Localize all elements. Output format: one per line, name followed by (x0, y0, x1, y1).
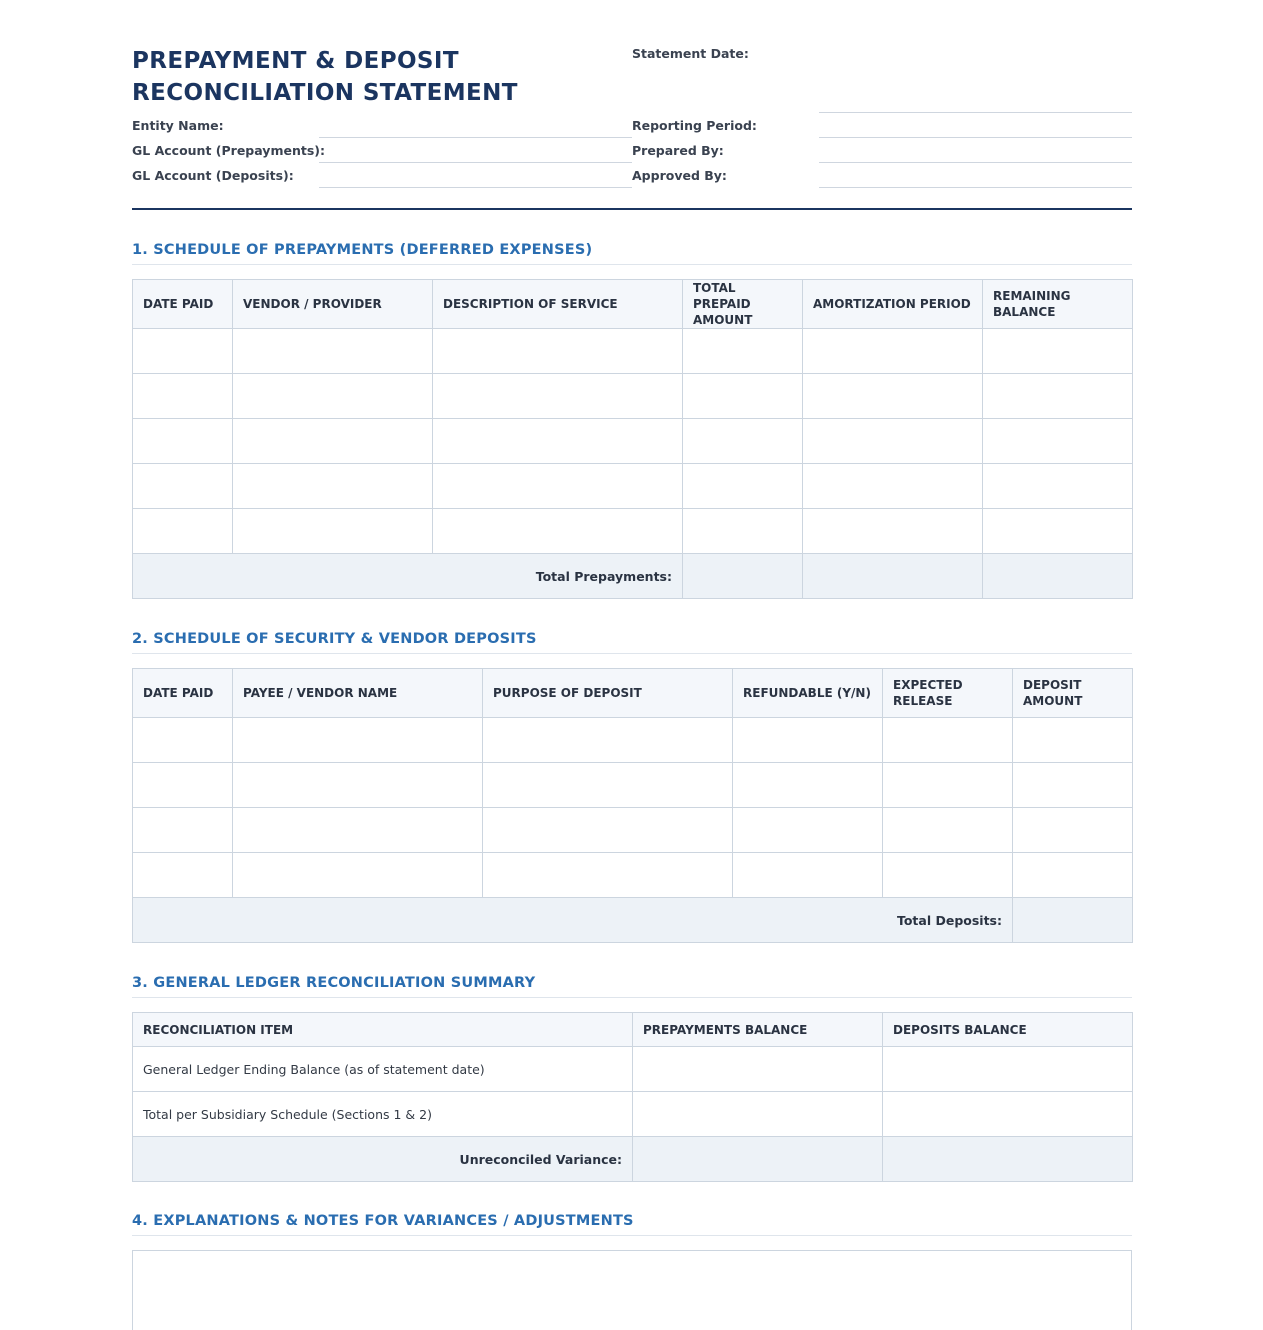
table-row (133, 718, 1133, 763)
table-cell[interactable] (683, 374, 803, 419)
total-prepaid-amount-cell[interactable] (683, 554, 803, 599)
table-cell[interactable] (983, 464, 1133, 509)
column-header: AMORTIZATION PERIOD (803, 280, 983, 329)
table-cell[interactable] (133, 329, 233, 374)
gl-prepayments-field[interactable] (319, 162, 632, 163)
table-cell[interactable] (433, 374, 683, 419)
prepared-by-label: Prepared By: (632, 143, 724, 158)
title-line-2: RECONCILIATION STATEMENT (132, 80, 518, 106)
gl-deposits-field[interactable] (319, 187, 632, 188)
statement-date-label: Statement Date: (632, 46, 749, 61)
column-header: PAYEE / VENDOR NAME (233, 669, 483, 718)
table-row (133, 419, 1133, 464)
table-cell[interactable] (983, 329, 1133, 374)
unreconciled-variance-label: Unreconciled Variance: (133, 1137, 633, 1182)
table-cell[interactable] (233, 509, 433, 554)
section-3-title: 3. GENERAL LEDGER RECONCILIATION SUMMARY (132, 975, 1132, 998)
statement-date-field[interactable] (819, 112, 1132, 113)
deposits-table (132, 668, 1133, 943)
table-cell[interactable] (133, 808, 233, 853)
table-cell[interactable] (803, 374, 983, 419)
table-cell[interactable] (133, 763, 233, 808)
column-header: DEPOSIT AMOUNT (1013, 669, 1133, 718)
table-cell[interactable] (133, 718, 233, 763)
table-cell[interactable] (683, 509, 803, 554)
approved-by-label: Approved By: (632, 168, 727, 183)
total-row (133, 1137, 1133, 1182)
table-cell[interactable] (883, 853, 1013, 898)
column-header: DATE PAID (133, 669, 233, 718)
total-row (133, 898, 1133, 943)
column-header: REMAINING BALANCE (983, 280, 1133, 329)
table-cell[interactable] (883, 1092, 1133, 1137)
page-title (132, 45, 612, 109)
table-row (133, 1092, 1133, 1137)
column-header: PURPOSE OF DEPOSIT (483, 669, 733, 718)
table-cell[interactable] (233, 374, 433, 419)
total-prepayments-label: Total Prepayments: (133, 554, 683, 599)
table-cell[interactable] (803, 419, 983, 464)
table-cell[interactable] (133, 464, 233, 509)
table-cell[interactable] (233, 808, 483, 853)
variance-prepayments-cell[interactable] (633, 1137, 883, 1182)
prepared-by-field[interactable] (819, 162, 1132, 163)
total-remaining-balance-cell[interactable] (983, 554, 1133, 599)
table-cell[interactable] (633, 1092, 883, 1137)
table-cell[interactable] (133, 853, 233, 898)
table-header-row (133, 1013, 1133, 1047)
table-row (133, 853, 1133, 898)
table-cell[interactable] (733, 808, 883, 853)
table-cell[interactable] (803, 329, 983, 374)
table-cell[interactable] (233, 763, 483, 808)
table-header-row (133, 280, 1133, 329)
table-cell[interactable] (433, 464, 683, 509)
reconciliation-item: General Ledger Ending Balance (as of statement date) (133, 1047, 633, 1092)
column-header: EXPECTED RELEASE (883, 669, 1013, 718)
reconciliation-summary-table (132, 1012, 1133, 1182)
table-cell[interactable] (483, 853, 733, 898)
table-cell[interactable] (733, 763, 883, 808)
table-cell[interactable] (803, 464, 983, 509)
table-cell[interactable] (883, 808, 1013, 853)
table-cell[interactable] (483, 763, 733, 808)
column-header: REFUNDABLE (Y/N) (733, 669, 883, 718)
entity-name-label: Entity Name: (132, 118, 224, 133)
table-cell[interactable] (683, 419, 803, 464)
table-cell[interactable] (1013, 718, 1133, 763)
prepayments-table (132, 279, 1133, 599)
table-cell[interactable] (983, 509, 1133, 554)
total-deposits-label: Total Deposits: (133, 898, 1013, 943)
total-row (133, 554, 1133, 599)
total-amortization-cell[interactable] (803, 554, 983, 599)
total-deposit-amount-cell[interactable] (1013, 898, 1133, 943)
table-header-row (133, 669, 1133, 718)
table-cell[interactable] (433, 509, 683, 554)
variance-deposits-cell[interactable] (883, 1137, 1133, 1182)
table-cell[interactable] (233, 329, 433, 374)
table-cell[interactable] (133, 509, 233, 554)
table-cell[interactable] (683, 464, 803, 509)
table-row (133, 808, 1133, 853)
column-header: RECONCILIATION ITEM (133, 1013, 633, 1047)
column-header: TOTAL PREPAID AMOUNT (683, 280, 803, 329)
reporting-period-field[interactable] (819, 137, 1132, 138)
table-cell[interactable] (483, 808, 733, 853)
header-divider (132, 208, 1132, 210)
table-cell[interactable] (983, 374, 1133, 419)
entity-name-field[interactable] (319, 137, 632, 138)
column-header: DESCRIPTION OF SERVICE (433, 280, 683, 329)
table-row (133, 329, 1133, 374)
table-cell[interactable] (433, 419, 683, 464)
table-cell[interactable] (1013, 853, 1133, 898)
column-header: PREPAYMENTS BALANCE (633, 1013, 883, 1047)
table-row (133, 1047, 1133, 1092)
table-cell[interactable] (883, 763, 1013, 808)
reporting-period-label: Reporting Period: (632, 118, 757, 133)
title-line-1: PREPAYMENT & DEPOSIT (132, 48, 459, 74)
gl-prepayments-label: GL Account (Prepayments): (132, 143, 325, 158)
table-cell[interactable] (233, 464, 433, 509)
table-row (133, 763, 1133, 808)
section-1-title: 1. SCHEDULE OF PREPAYMENTS (DEFERRED EXPENSES) (132, 242, 1132, 265)
table-cell[interactable] (883, 718, 1013, 763)
column-header: DATE PAID (133, 280, 233, 329)
table-cell[interactable] (1013, 763, 1133, 808)
table-cell[interactable] (483, 718, 733, 763)
table-cell[interactable] (233, 419, 433, 464)
table-cell[interactable] (233, 853, 483, 898)
table-cell[interactable] (983, 419, 1133, 464)
table-cell[interactable] (733, 718, 883, 763)
table-cell[interactable] (883, 1047, 1133, 1092)
table-cell[interactable] (133, 374, 233, 419)
notes-textarea[interactable] (132, 1250, 1132, 1330)
approved-by-field[interactable] (819, 187, 1132, 188)
table-row (133, 464, 1133, 509)
table-row (133, 374, 1133, 419)
reconciliation-item: Total per Subsidiary Schedule (Sections 1 & 2) (133, 1092, 633, 1137)
table-cell[interactable] (233, 718, 483, 763)
table-cell[interactable] (133, 419, 233, 464)
table-cell[interactable] (1013, 808, 1133, 853)
table-cell[interactable] (733, 853, 883, 898)
table-cell[interactable] (683, 329, 803, 374)
table-row (133, 509, 1133, 554)
column-header: DEPOSITS BALANCE (883, 1013, 1133, 1047)
section-2-title: 2. SCHEDULE OF SECURITY & VENDOR DEPOSITS (132, 631, 1132, 654)
table-cell[interactable] (633, 1047, 883, 1092)
column-header: VENDOR / PROVIDER (233, 280, 433, 329)
table-cell[interactable] (433, 329, 683, 374)
section-4-title: 4. EXPLANATIONS & NOTES FOR VARIANCES / ADJUSTMENTS (132, 1213, 1132, 1236)
table-cell[interactable] (803, 509, 983, 554)
gl-deposits-label: GL Account (Deposits): (132, 168, 294, 183)
